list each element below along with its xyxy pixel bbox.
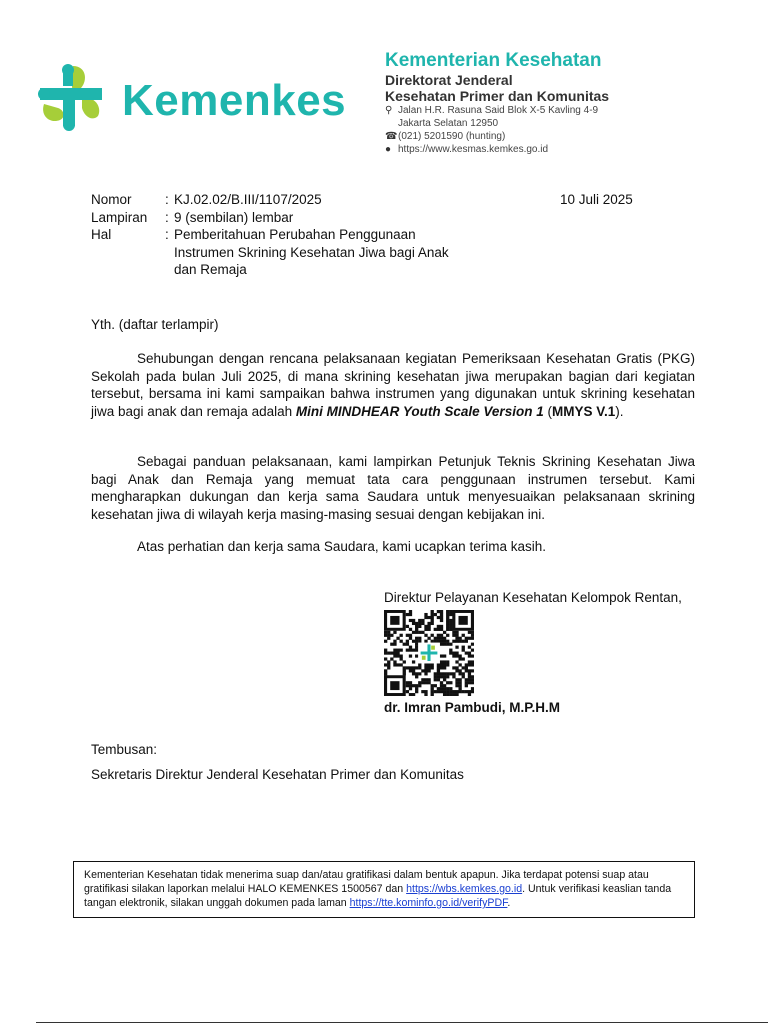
signatory-title: Direktur Pelayanan Kesehatan Kelompok Rentan, — [384, 590, 682, 605]
address-line-2: Jakarta Selatan 12950 — [398, 118, 499, 129]
hal-label: Hal — [91, 227, 112, 242]
paragraph-1 — [91, 350, 695, 420]
hal-line-2: Instrumen Skrining Kesehatan Jiwa bagi Anak — [174, 244, 449, 260]
phone-row — [385, 130, 745, 143]
ministry-name: Kementerian Kesehatan — [385, 50, 602, 71]
kemenkes-logo-icon — [36, 62, 106, 132]
salutation: Yth. (daftar terlampir) — [91, 317, 219, 332]
verify-pdf-link[interactable]: https://tte.kominfo.go.id/verifyPDF — [349, 897, 508, 909]
letterhead-org-block — [385, 50, 745, 156]
notice-text-1: Kementerian Kesehatan tidak menerima suap dan/atau gratifikasi dalam bentuk apapun. Jika terdapat potensi suap atau gratifikasi silakan laporkan melalui HALO KEMENKES 1500567 dan — [84, 869, 649, 895]
lampiran-row — [91, 209, 461, 227]
paragraph-3 — [91, 538, 695, 556]
website-url[interactable]: https://www.kesmas.kemkes.go.id — [398, 144, 549, 155]
phone-number: (021) 5201590 (hunting) — [398, 131, 506, 142]
logo-wordmark: Kemenkes — [122, 76, 347, 125]
nomor-label: Nomor — [91, 192, 132, 207]
nomor-colon: : — [165, 192, 169, 207]
bottom-divider — [36, 1022, 768, 1023]
telephone-icon: ☎ — [385, 131, 398, 142]
hal-line-3: dan Remaja — [174, 262, 247, 277]
website-row — [385, 143, 745, 156]
lampiran-colon: : — [165, 209, 169, 225]
address-line-1: Jalan H.R. Rasuna Said Blok X-5 Kavling 4-9 — [398, 105, 599, 116]
paragraph-2 — [91, 453, 695, 523]
anti-gratification-notice — [73, 861, 695, 918]
directorate-line-1: Direktorat Jenderal — [385, 72, 513, 88]
notice-text-2: . Untuk verifikasi keaslian tanda tangan elektronik, silakan unggah dokumen pada laman — [84, 883, 672, 909]
globe-icon: ● — [385, 144, 392, 155]
hal-value — [174, 226, 461, 279]
cc-label: Tembusan: — [91, 742, 158, 757]
instrument-abbrev: MMYS V.1 — [551, 403, 616, 419]
hal-row — [91, 226, 461, 279]
paragraph-2-text: Sebagai panduan pelaksanaan, kami lampirkan Petunjuk Teknis Skrining Kesehatan Jiwa bagi Anak dan Remaja yang memuat tata cara penggunaan instrumen tersebut. Kami mengharapkan dukungan dan kerja sama Saudara untuk menyesuaikan pelaksanaan skrining kesehatan jiwa di wilayah kerja masing-masing sesuai dengan kebijakan ini. — [91, 454, 695, 522]
paren-close: ). — [615, 403, 624, 419]
letter-date: 10 Juli 2025 — [560, 192, 633, 207]
nomor-value: KJ.02.02/B.III/1107/2025 — [174, 192, 322, 207]
location-pin-icon: ⚲ — [385, 105, 393, 116]
notice-text-3: . — [507, 897, 511, 909]
address-row — [385, 104, 745, 117]
hal-colon: : — [165, 227, 169, 242]
letter-meta — [91, 191, 461, 279]
paragraph-1-text: Sehubungan dengan rencana pelaksanaan kegiatan Pemeriksaan Kesehatan Gratis (PKG) Sekolah pada bulan Juli 2025, di mana skrining kesehatan jiwa merupakan bagian dari kegiatan tersebut, bersama ini kami sampaikan bahwa instrumen yang digunakan untuk skrining kesehatan jiwa bagi anak dan remaja adalah — [91, 351, 695, 419]
paragraph-3-text: Atas perhatian dan kerja sama Saudara, kami ucapkan terima kasih. — [137, 539, 546, 554]
signatory-name: dr. Imran Pambudi, M.P.H.M — [384, 700, 561, 715]
paren-open: ( — [547, 403, 552, 419]
directorate-line-2: Kesehatan Primer dan Komunitas — [385, 88, 610, 104]
signature-qr-code — [384, 610, 474, 696]
instrument-name: Mini MINDHEAR Youth Scale Version 1 — [295, 403, 544, 419]
cc-item: Sekretaris Direktur Jenderal Kesehatan Primer dan Komunitas — [91, 767, 464, 782]
hal-line-1: Pemberitahuan Perubahan Penggunaan — [174, 227, 416, 242]
lampiran-value: 9 (sembilan) lembar — [174, 209, 294, 225]
nomor-row — [91, 191, 461, 209]
lampiran-label: Lampiran — [91, 209, 148, 225]
wbs-link[interactable]: https://wbs.kemkes.go.id — [406, 883, 523, 895]
